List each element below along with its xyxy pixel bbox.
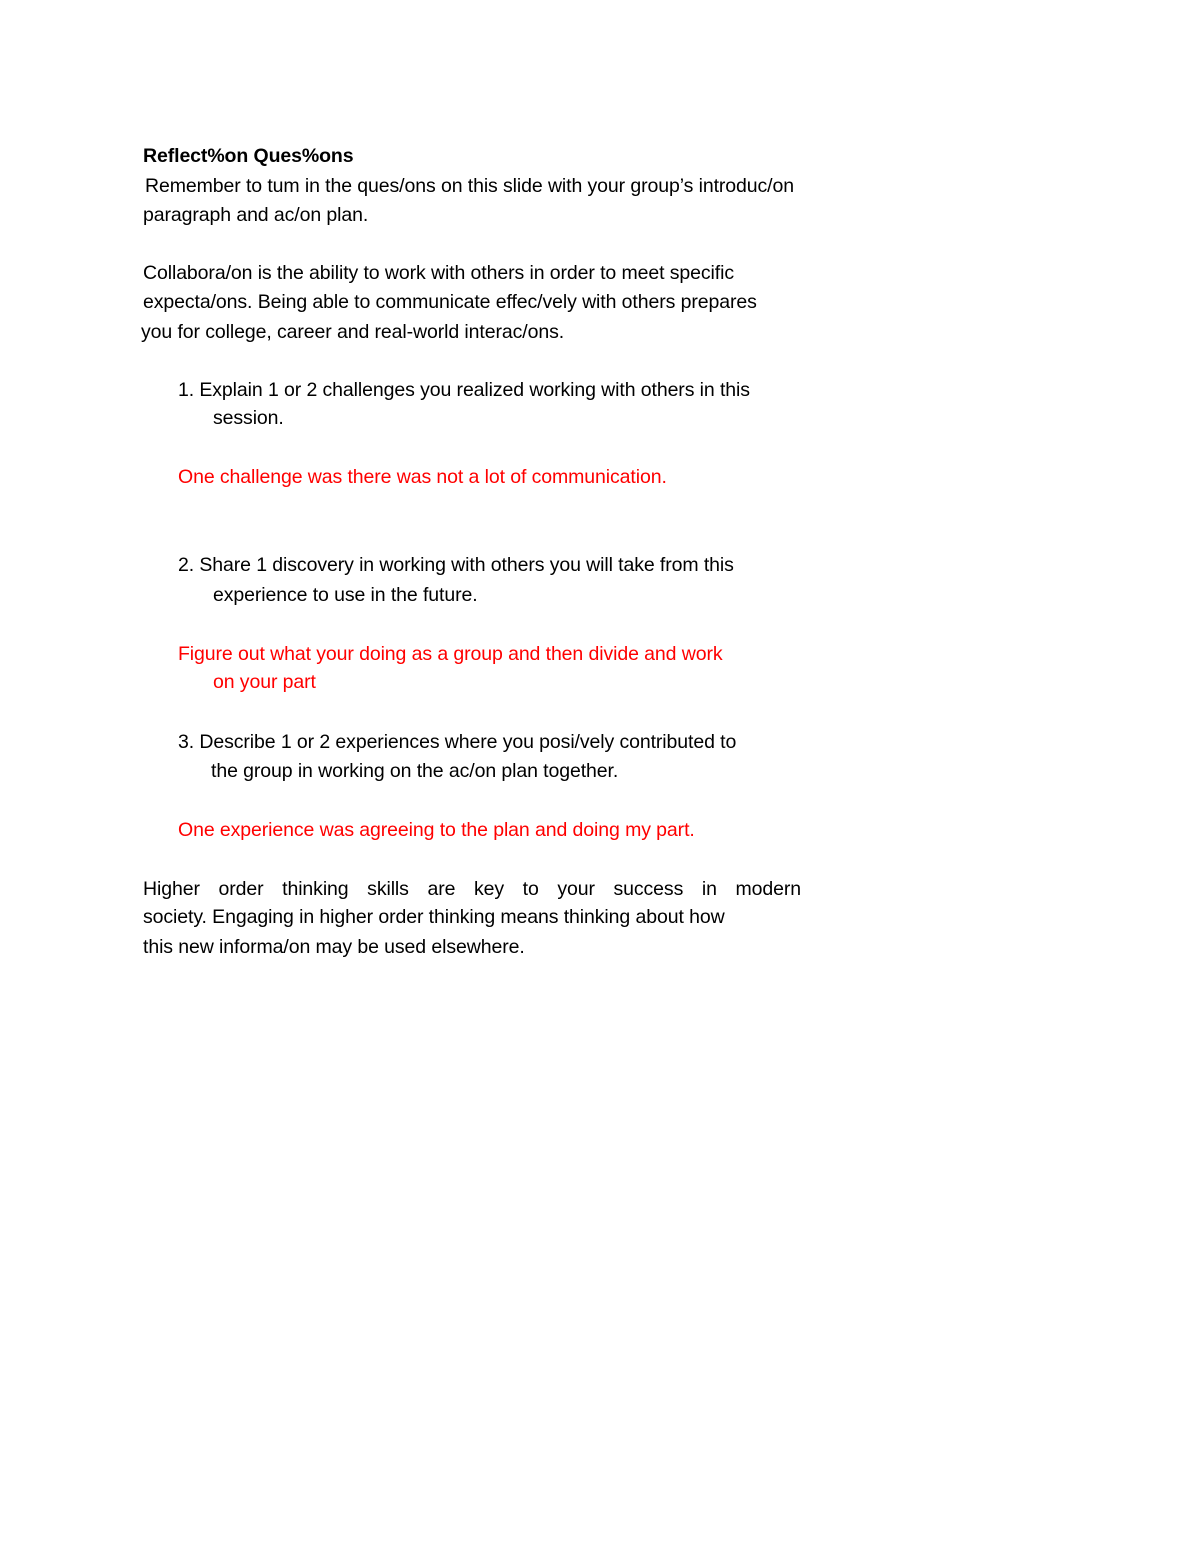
question-3-line-1: 3. Describe 1 or 2 experiences where you posi/vely contributed to bbox=[178, 731, 737, 753]
intro-line-1: Remember to tum in the ques/ons on this slide with your group’s introduc/on bbox=[145, 175, 794, 197]
collaboration-line-2: expecta/ons. Being able to communicate effec/vely with others prepares bbox=[143, 291, 757, 313]
answer-2-line-1: Figure out what your doing as a group and then divide and work bbox=[178, 643, 723, 665]
question-2-line-1: 2. Share 1 discovery in working with others you will take from this bbox=[178, 554, 734, 576]
answer-1-line-1: One challenge was there was not a lot of communication. bbox=[178, 466, 667, 488]
answer-2-line-2: on your part bbox=[213, 671, 316, 693]
answer-3-line-1: One experience was agreeing to the plan and doing my part. bbox=[178, 819, 695, 841]
intro-line-2: paragraph and ac/on plan. bbox=[143, 204, 369, 226]
collaboration-line-3: you for college, career and real-world interac/ons. bbox=[141, 321, 565, 343]
question-1-line-2: session. bbox=[213, 407, 284, 429]
question-1-line-1: 1. Explain 1 or 2 challenges you realized working with others in this bbox=[178, 379, 750, 401]
question-2-line-2: experience to use in the future. bbox=[213, 584, 478, 606]
closing-line-3: this new informa/on may be used elsewhere. bbox=[143, 936, 525, 958]
document-title: Reflect%on Ques%ons bbox=[143, 145, 354, 167]
closing-line-1: Higher order thinking skills are key to your success in modern bbox=[143, 878, 801, 900]
closing-line-2: society. Engaging in higher order thinking means thinking about how bbox=[143, 906, 725, 928]
question-3-line-2: the group in working on the ac/on plan together. bbox=[211, 760, 619, 782]
collaboration-line-1: Collabora/on is the ability to work with others in order to meet specific bbox=[143, 262, 734, 284]
